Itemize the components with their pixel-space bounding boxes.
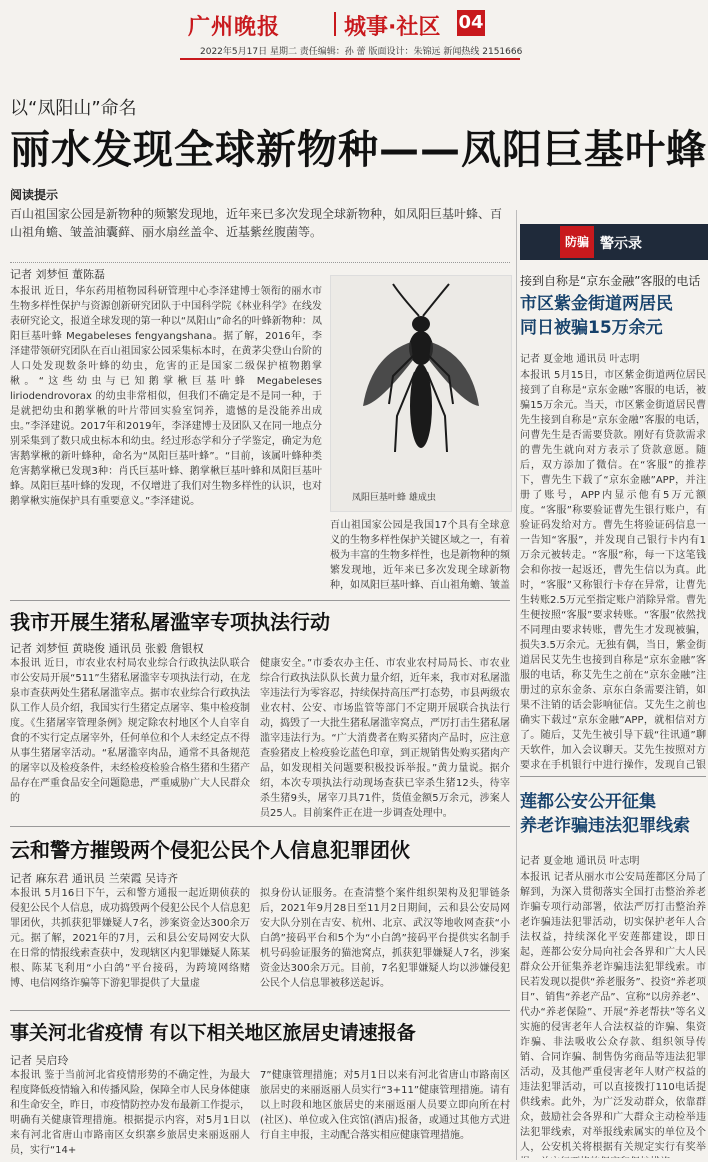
main-body-col1: 本报讯 近日，华东药用植物园科研管理中心李泽建博士领衔的丽水市生物多样性保护与资源创新研究团队于中国科学院《林业科学》在线发表研究论文，报道全球发现的第一种以“凤阳山”命名的叶蜂新物种：凤阳巨基叶蜂 Megabeleses fengyangshana。据了解，2016年，李泽建带领研究团队在百山祖国家公园采集标本时，在黄茅尖登山台阶的人口处发现数条叶蜂的幼虫，危害的正是国家二级保护植物鹅掌楸。“这些幼虫与已知鹅掌楸巨基叶蜂 Megabeleses liriodendrovorax 的幼虫非常相似，但我们不确定是不是同一种，于是就把幼虫和鹅掌楸的叶片带回实验室饲养，遗憾的是没能养出成虫。”李泽建说。2017年和2019年，李泽建博士及团队又在同一地点分别采集到了数只成虫标本和幼虫。经过形态学和分子学鉴定，确定为危害鹅掌楸的新叶蜂种，命名为“凤阳巨基叶蜂”。“目前，该属叶蜂种类危害鹅掌楸已发现3种：肖氏巨基叶蜂、鹅掌楸巨基叶蜂和凤阳巨基叶蜂。凤阳巨基叶蜂的发现，不仅增进了我们对生物多样性的认识，也对鹅掌楸实施保护具有重要意义。”李泽建说。 [10, 286, 322, 507]
sawfly-illustration [331, 276, 511, 511]
divider [10, 262, 510, 263]
covid-body-col1: 本报讯 鉴于当前河北省疫情形势的不确定性，为最大程度降低疫情输入和传播风险，保障全市人民身体健康和生命安全，昨日，市疫情防控办发布最新工作提示，明确有关健康管理措施。根据提示内容，对5月1日以来有河北省唐山市路南区女织寨乡旅居史来丽返丽人员，实行“14+ [10, 1070, 250, 1156]
section-title: 城事·社区 [344, 15, 441, 40]
main-kicker: 以“凤阳山”命名 [10, 98, 137, 119]
side2-headline-line1: 莲都公安公开征集 [520, 792, 656, 812]
side1-headline-line2: 同日被骗15万余元 [520, 318, 663, 338]
section-rule [10, 1010, 510, 1011]
section-rule [520, 776, 706, 777]
lead-paragraph: 百山祖国家公园是新物种的频繁发现地，近年来已多次发现全球新物种，如凤阳巨基叶蜂、百山祖角蟾、皱盖油囊藓、丽水扇丝盖伞、近基紫丝腹菌等。 [10, 207, 503, 239]
section-rule [10, 600, 510, 601]
dateline: 2022年5月17日 星期二 责任编辑：孙 蕾 版面设计：朱锦远 新闻热线 2151666 [200, 47, 523, 57]
fraud-body-col1: 本报讯 5月16日下午，云和警方通报一起近期侦获的侵犯公民个人信息，成功捣毁两个侵犯公民个人信息犯罪团伙，共抓获犯罪嫌疑人7名，涉案资金达300余万元。据了解，2021年的7月，云和县公安局网安大队在日常的情报线索查获中，发现辖区内犯罪嫌疑人陈某根、陈某飞利用“小白鸽”平台接码，为跨境网络赌博、电信网络诈骗等下游犯罪提供了大量虚 [10, 888, 250, 989]
lead-label: 阅读提示 [10, 188, 59, 202]
column-divider [516, 210, 517, 1160]
fraud-headline: 云和警方摧毁两个侵犯公民个人信息犯罪团伙 [10, 838, 410, 862]
pig-reporter: 记者 刘梦恒 黄晓俊 通讯员 张毅 詹银权 [10, 642, 204, 655]
main-headline: 丽水发现全球新物种——凤阳巨基叶蜂 [10, 127, 707, 173]
main-body-col2: 百山祖国家公园是我国17个具有全球意义的生物多样性保护关键区域之一，有着极为丰富的生物多样性，也是新物种的频繁发现地，近年来已多次发现全球新物种，如凤阳巨基叶蜂、百山祖角蟾、皱盖 [330, 520, 510, 591]
side2-reporter: 记者 夏金地 通讯员 叶志明 [520, 856, 640, 867]
masthead-divider [334, 12, 336, 36]
side1-reporter: 记者 夏金地 通讯员 叶志明 [520, 354, 640, 365]
covid-body-col2: 7”健康管理措施；对5月1日以来有河北省唐山市路南区旅居史的来丽返丽人员实行“3+11”健康管理措施。请有以上时段和地区旅居史的来丽返丽人员要立即向所在村(社区)、单位或入住宾馆(酒店)报备，或通过其他方式进行自主申报，主动配合落实相应健康管理措施。 [260, 1070, 510, 1141]
pig-headline: 我市开展生猪私屠滥宰专项执法行动 [10, 610, 330, 634]
banner-label: 警示录 [600, 236, 642, 252]
side2-headline-line2: 养老诈骗违法犯罪线索 [520, 816, 690, 836]
sidebar-banner [520, 224, 708, 260]
side1-body: 本报讯 5月15日，市区紫金街道两位居民接到了自称是“京东金融”客服的电话，被骗15万余元。当天，市区紫金街道居民曹先生接到自称是“京东金融”客服的电话，问曹先生是否需要贷款。刚好有贷款需求的曹先生就向对方表示了贷款意愿。随后，双方添加了微信。在“客服”的推荐下，曹先生下载了“京东金融”APP，并注册了账号，APP内显示他有5万元额度。“客服”称要验证曹先生银行账户，有验证码发给对方。曹先生将验证码信息一一告知“客服”，并发现自己银行卡内有1万余元被转走。“客服”称，每一下这笔钱会和你按一起返还，曹先生信以为真。此时，“客服”又称银行卡存在异常，让曹先生转账2.5万元至指定账户消除异常。曹先生便按照“客服”要求转账。“客服”依然找不同理由要求转账，曹先生才发现被骗，损失3.5万余元。无独有偶，当日，紫金街道居民艾先生也接到自称是“京东金融”客服的电话，称艾先生之前在“京东金融”注册过的京东金条、京东白条需要注销，如果不注销的话会影响征信。艾先生之前也确实下载过“京东金融”APP，就相信对方了。随后，艾先生被引导下载“往讯通”聊天软件，加入会议聊天。艾先生按照对方要求在手机银行中进行操作，发现自己银 [520, 370, 706, 770]
masthead-rule [180, 58, 520, 60]
main-reporter: 记者 刘梦恒 董陈磊 [10, 268, 105, 281]
fraud-reporter: 记者 麻东君 通讯员 兰荣霞 吴诗齐 [10, 872, 178, 885]
section-rule [10, 826, 510, 827]
side1-headline-line1: 市区紫金街道两居民 [520, 294, 673, 314]
masthead [0, 0, 708, 44]
pig-body-col2: 健康安全。”市委农办主任、市农业农村局局长、市农业综合行政执法队队长黄力量介绍，近年来，我市对私屠滥宰违法行为零容忍，持续保持高压严打态势，市县两级农业农村、公安、市场监管等部门不定期开展联合执法行动，捣毁了一大批生猪私屠滥宰窝点，严厉打击生猪私屠滥宰违法行为。“广大消费者在购买猪肉产品时，应注意查验猪皮上检疫验讫蓝色印章，到正规销售处购买猪肉产品，如发现相关问题要积极投诉举报。”黄力量说。据介绍，本次专项执法行动现场查获已宰杀生猪12头，待宰杀生猪9头，屠宰刀具71件，货值金额5万余元，涉案人员25人。目前案件正在进一步调查处理中。 [260, 658, 510, 819]
sawfly-photo [330, 275, 512, 512]
covid-reporter: 记者 吴启玲 [10, 1054, 69, 1067]
side2-body: 本报讯 记者从丽水市公安局莲都区分局了解到，为深入贯彻落实全国打击整治养老诈骗专项行动部署，依法严厉打击整治养老诈骗违法犯罪活动，切实保护老年人合法权益，持续深化平安莲都建设，即日起，莲都公安分局向社会各界和广大人民群众公开征集养老诈骗违法犯罪线索。市民若发现以提供“养老服务”、投资“养老项目”、销售“养老产品”、宣称“以房养老”、代办“养老保险”、开展“养老帮扶”等名义实施的侵害老年人合法权益的诈骗、集资诈骗、非法吸收公众存款、组织领导传销、合同诈骗、制售伪劣商品等违法犯罪活动，及其他严重侵害老年人财产权益的违法犯罪活动，可以直接拨打110电话提供线索。此外，为广泛发动群众，依靠群众，鼓励社会各界和广大群众主动检举违法犯罪线索，对举报线索属实的单位及个人，公安机关将根据有关规定实行有奖举 [520, 872, 706, 1153]
page-number-badge: 04 [457, 10, 485, 36]
side1-kicker: 接到自称是“京东金融”客服的电话 [520, 274, 701, 288]
covid-headline: 事关河北省疫情 有以下相关地区旅居史请速报备 [10, 1022, 416, 1044]
photo-caption: 凤阳巨基叶蜂 雄成虫 [352, 493, 436, 503]
newspaper-logo: 广州晚报 [188, 14, 281, 40]
fraud-body-col2: 拟身份认证服务。在查清整个案件组织架构及犯罪链条后，2021年9月28日至11月2日期间，云和县公安局网安大队分别在吉安、杭州、北京、武汉等地收网查获“小白鸽”接码平台和5个为“小白鸽”接码平台提供实名制手机号码验证服务的猫池窝点，抓获犯罪嫌疑人7名，涉案资金达300余万元。目前，7名犯罪嫌疑人均以涉嫌侵犯公民个人信息罪被移送起诉。 [260, 888, 510, 989]
pig-body-col1: 本报讯 近日，市农业农村局农业综合行政执法队联合市公安局开展“511”生猪私屠滥宰专项执法行动，在龙泉市查获两处生猪私屠滥宰点。据市农业综合行政执法队工作人员介绍，我国实行生猪定点屠宰、集中检疫制度。《生猪屠宰管理条例》规定除农村地区个人自宰自食的不实行定点屠宰外，任何单位和个人未经定点不得从事生猪屠宰活动。“私屠滥宰肉品，通常不具备规范的屠宰以及检疫条件，未经检疫检验合格生猪和生猪产品存在严重食品安全问题隐患，严重威胁广大人民群众的 [10, 658, 250, 804]
banner-mark: 防骗 [560, 226, 594, 258]
